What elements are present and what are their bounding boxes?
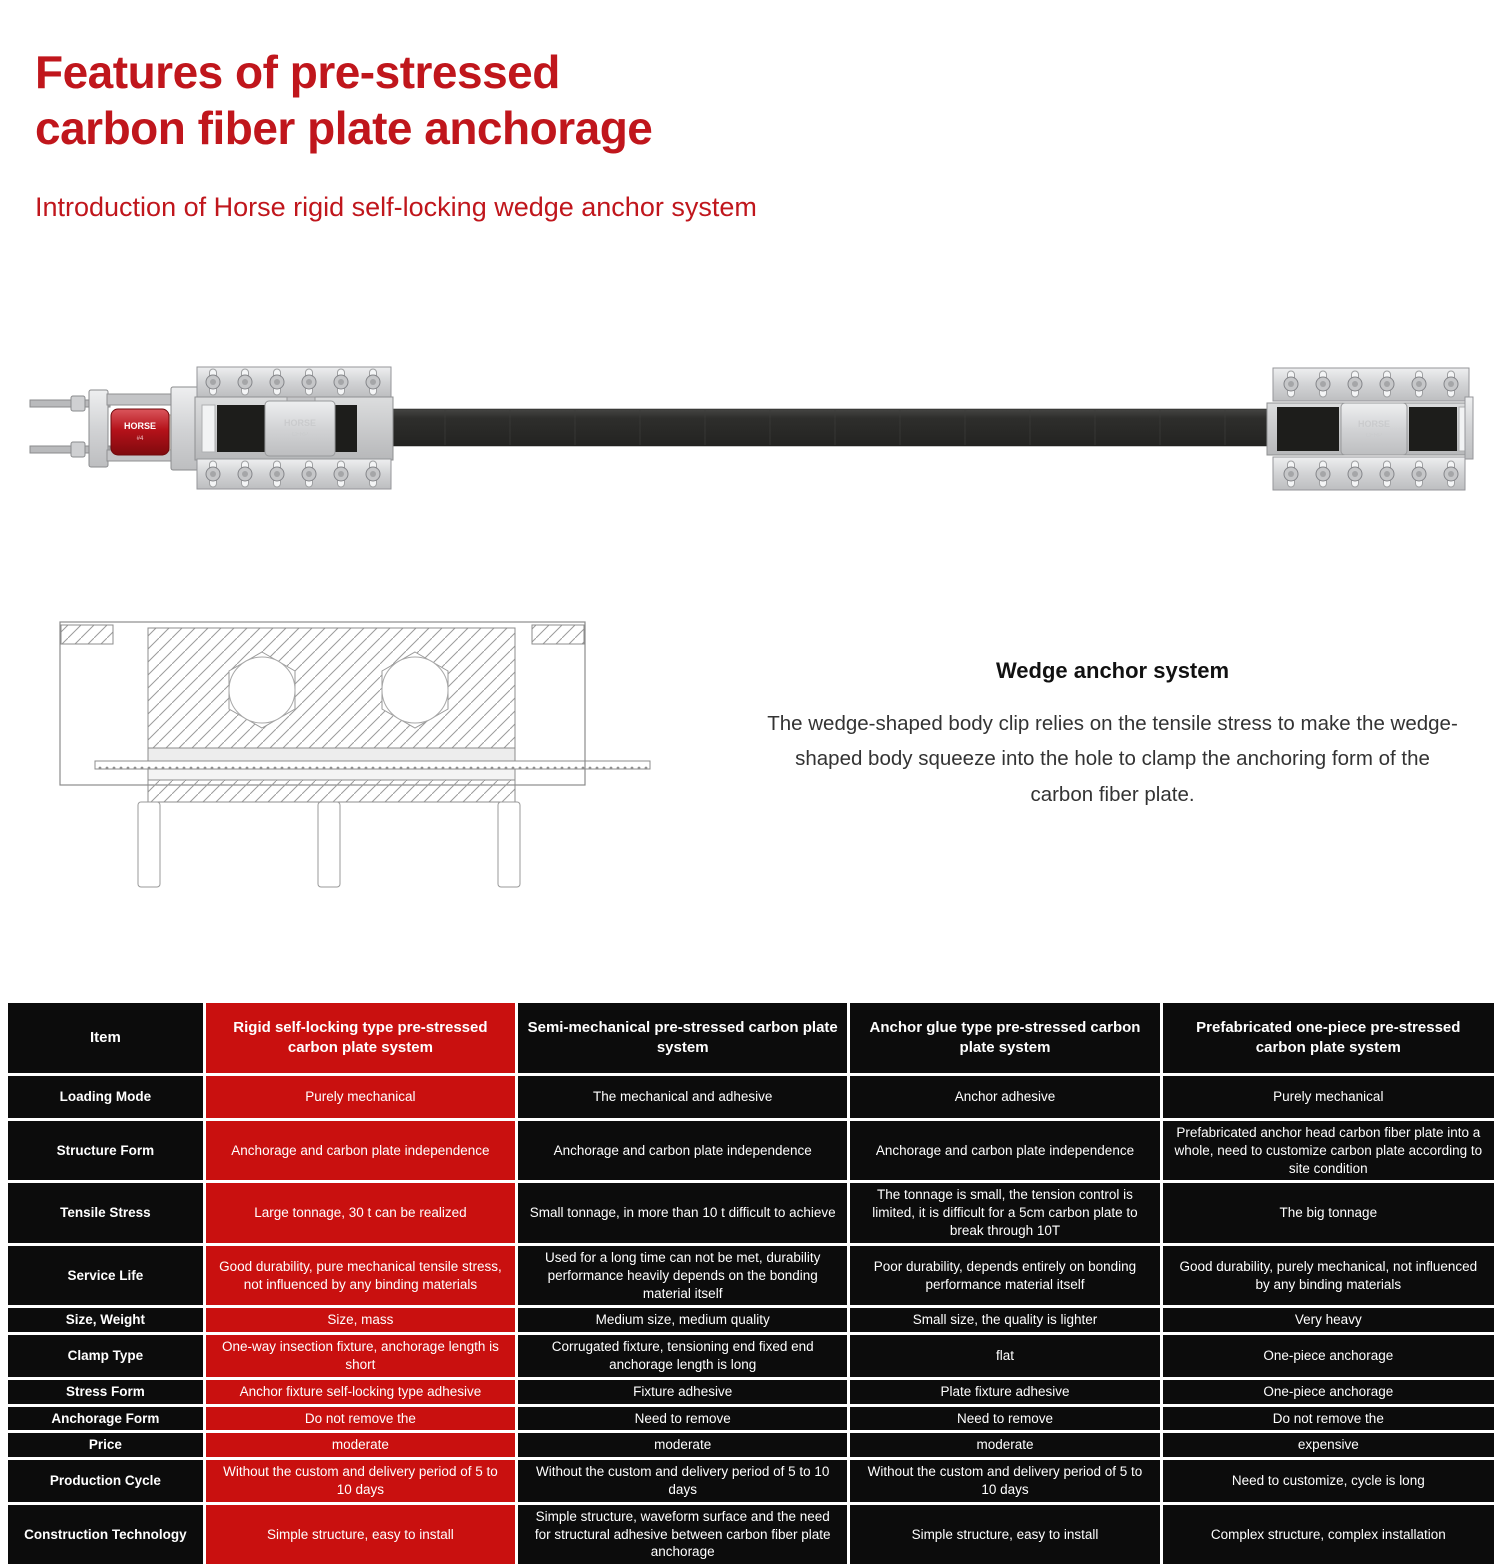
- table-cell: Prefabricated anchor head carbon fiber plate into a whole, need to customize carbon plate according to site condition: [1163, 1121, 1494, 1180]
- anchor-block-section: [148, 628, 515, 748]
- row-label: Production Cycle: [8, 1460, 203, 1502]
- red-cylinder: [111, 409, 169, 455]
- table-cell: Need to customize, cycle is long: [1163, 1460, 1494, 1502]
- table-row: [8, 1505, 1494, 1564]
- row-label: Price: [8, 1433, 203, 1457]
- row-label: Service Life: [8, 1246, 203, 1305]
- table-cell: Complex structure, complex installation: [1163, 1505, 1494, 1564]
- table-cell: Good durability, pure mechanical tensile stress, not influenced by any binding materials: [206, 1246, 515, 1305]
- carbon-fiber-plate: [380, 409, 1280, 446]
- table-cell: Need to remove: [850, 1407, 1159, 1431]
- clamp-plate-upper: [148, 748, 515, 761]
- row-label: Tensile Stress: [8, 1183, 203, 1242]
- row-label: Clamp Type: [8, 1335, 203, 1377]
- left-anchor-plate: [195, 367, 393, 489]
- table-cell: Without the custom and delivery period of 5 to 10 days: [850, 1460, 1159, 1502]
- cross-section-drawing: [55, 612, 655, 902]
- hex-nut-top: [71, 396, 85, 411]
- table-cell: Without the custom and delivery period of 5 to 10 days: [206, 1460, 515, 1502]
- table-row: [8, 1121, 1494, 1180]
- table-row: [8, 1407, 1494, 1431]
- table-cell: Anchor adhesive: [850, 1076, 1159, 1118]
- table-cell: expensive: [1163, 1433, 1494, 1457]
- support-leg: [138, 802, 160, 887]
- table-row: [8, 1308, 1494, 1332]
- right-bottom-flange: [1273, 457, 1465, 490]
- wedge-heading: Wedge anchor system: [995, 658, 1230, 683]
- row-label: Size, Weight: [8, 1308, 203, 1332]
- col-header-prefabricated: Prefabricated one-piece pre-stressed carbon plate system: [1163, 1003, 1494, 1073]
- table-cell: Do not remove the: [206, 1407, 515, 1431]
- bottom-hatched-strip: [148, 780, 515, 802]
- product-render: [25, 363, 1473, 495]
- table-cell: Fixture adhesive: [518, 1380, 847, 1404]
- hatched-corner-left: [61, 625, 113, 644]
- table-cell: Poor durability, depends entirely on bonding performance material itself: [850, 1246, 1159, 1305]
- wedge-body: The wedge-shaped body clip relies on the tensile stress to make the wedge-shaped body squeeze into the hole to clamp the anchoring form of the carbon fiber plate.: [767, 712, 1458, 806]
- right-clamp-block: [1341, 403, 1407, 455]
- table-row: [8, 1246, 1494, 1305]
- table-cell: Size, mass: [206, 1308, 515, 1332]
- right-top-flange: [1273, 368, 1469, 401]
- table-cell: Simple structure, easy to install: [850, 1505, 1159, 1564]
- table-cell: moderate: [206, 1433, 515, 1457]
- tensioner-jack: [30, 387, 199, 470]
- page-title-line2: carbon fiber plate anchorage: [35, 102, 653, 155]
- brand-sublabel: #4: [136, 436, 144, 442]
- page-title-line1: Features of pre-stressed: [35, 46, 560, 98]
- right-wedge-cavity-left: [1277, 407, 1339, 451]
- right-clamp-sublabel: CFRP: [1365, 433, 1383, 439]
- col-header-anchor-glue: Anchor glue type pre-stressed carbon plate system: [850, 1003, 1159, 1073]
- page-subtitle: Introduction of Horse rigid self-locking wedge anchor system: [35, 192, 757, 222]
- table-row: [8, 1460, 1494, 1502]
- table-cell: Good durability, purely mechanical, not influenced by any binding materials: [1163, 1246, 1494, 1305]
- table-cell: Anchorage and carbon plate independence: [206, 1121, 515, 1180]
- table-cell: Small size, the quality is lighter: [850, 1308, 1159, 1332]
- table-cell: One-piece anchorage: [1163, 1380, 1494, 1404]
- hatched-corner-right: [532, 625, 584, 644]
- table-cell: moderate: [850, 1433, 1159, 1457]
- col-header-rigid: Rigid self-locking type pre-stressed carbon plate system: [206, 1003, 515, 1073]
- right-edge-bar: [1465, 397, 1473, 459]
- row-label: Loading Mode: [8, 1076, 203, 1118]
- row-label: Construction Technology: [8, 1505, 203, 1564]
- left-clamp-label: HORSE: [283, 418, 317, 428]
- table-cell: Very heavy: [1163, 1308, 1494, 1332]
- left-top-flange: [197, 367, 391, 397]
- support-leg: [498, 802, 520, 887]
- brand-label: HORSE: [123, 421, 157, 431]
- table-cell: Simple structure, waveform surface and the need for structural adhesive between carbon fiber plate anchorage: [518, 1505, 847, 1564]
- wedge-section: [765, 658, 1460, 812]
- table-cell: flat: [850, 1335, 1159, 1377]
- table-cell: Purely mechanical: [206, 1076, 515, 1118]
- table-cell: Anchor fixture self-locking type adhesive: [206, 1380, 515, 1404]
- table-cell: The tonnage is small, the tension control is limited, it is difficult for a 5cm carbon plate to break through 10T: [850, 1183, 1159, 1242]
- table-cell: One-way insection fixture, anchorage length is short: [206, 1335, 515, 1377]
- col-header-item: Item: [8, 1003, 203, 1073]
- row-label: Anchorage Form: [8, 1407, 203, 1431]
- left-clamp-block: [265, 401, 335, 456]
- right-clamp-label: HORSE: [1357, 419, 1391, 429]
- right-wedge-cavity-right: [1409, 407, 1457, 451]
- comparison-table-wrap: [5, 1000, 1497, 1567]
- page-title: [35, 44, 652, 156]
- table-header-row: [8, 1003, 1494, 1073]
- table-cell: Simple structure, easy to install: [206, 1505, 515, 1564]
- table-cell: Purely mechanical: [1163, 1076, 1494, 1118]
- table-cell: moderate: [518, 1433, 847, 1457]
- table-row: [8, 1076, 1494, 1118]
- table-row: [8, 1380, 1494, 1404]
- clamp-plate-lower: [148, 769, 515, 780]
- table-cell: Plate fixture adhesive: [850, 1380, 1159, 1404]
- table-cell: Anchorage and carbon plate independence: [850, 1121, 1159, 1180]
- table-row: [8, 1433, 1494, 1457]
- table-cell: The mechanical and adhesive: [518, 1076, 847, 1118]
- comparison-table: [5, 1000, 1497, 1567]
- row-label: Structure Form: [8, 1121, 203, 1180]
- left-clamp-sublabel: CFRP: [291, 432, 309, 438]
- table-cell: Without the custom and delivery period of 5 to 10 days: [518, 1460, 847, 1502]
- table-cell: Corrugated fixture, tensioning end fixed end anchorage length is long: [518, 1335, 847, 1377]
- hex-nut-bottom: [71, 442, 85, 457]
- table-cell: Do not remove the: [1163, 1407, 1494, 1431]
- table-cell: Large tonnage, 30 t can be realized: [206, 1183, 515, 1242]
- carbon-plate-section: [95, 761, 650, 769]
- table-row: [8, 1183, 1494, 1242]
- support-leg: [318, 802, 340, 887]
- table-cell: Anchorage and carbon plate independence: [518, 1121, 847, 1180]
- col-header-semi-mechanical: Semi-mechanical pre-stressed carbon plate system: [518, 1003, 847, 1073]
- table-cell: Used for a long time can not be met, durability performance heavily depends on the bonding material itself: [518, 1246, 847, 1305]
- end-plate: [89, 390, 108, 467]
- right-anchor-plate: [1267, 368, 1473, 490]
- table-row: [8, 1335, 1494, 1377]
- table-cell: Medium size, medium quality: [518, 1308, 847, 1332]
- left-bottom-flange: [197, 459, 391, 489]
- table-cell: The big tonnage: [1163, 1183, 1494, 1242]
- table-cell: One-piece anchorage: [1163, 1335, 1494, 1377]
- left-body-slot: [202, 405, 215, 452]
- row-label: Stress Form: [8, 1380, 203, 1404]
- table-cell: Small tonnage, in more than 10 t difficult to achieve: [518, 1183, 847, 1242]
- table-cell: Need to remove: [518, 1407, 847, 1431]
